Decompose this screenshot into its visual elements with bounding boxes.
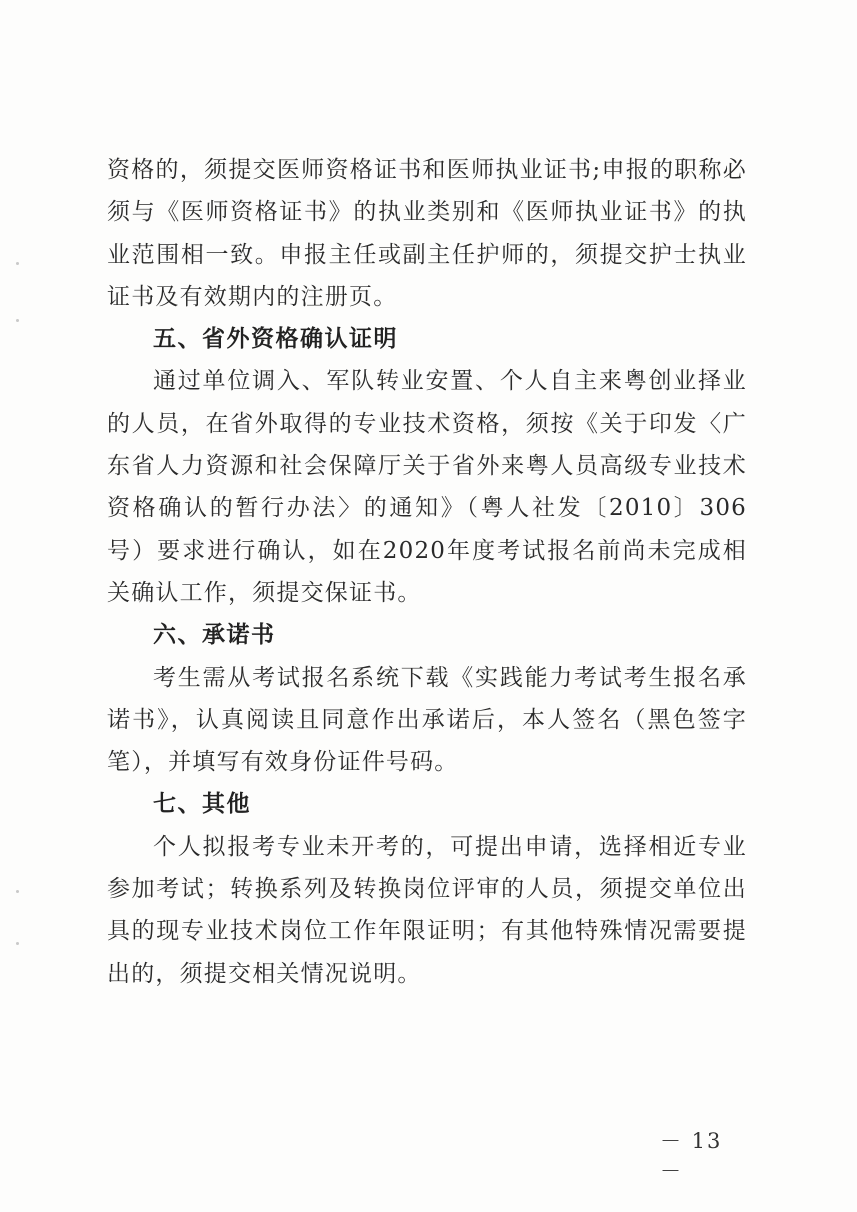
binding-hole-mark xyxy=(16,262,19,265)
section-body-6: 考生需从考试报名系统下载《实践能力考试考生报名承诺书》，认真阅读且同意作出承诺后，本人签名（黑色签字笔），并填写有效身份证件号码。 xyxy=(107,664,747,776)
section-body-5: 通过单位调入、军队转业安置、个人自主来粤创业择业的人员，在省外取得的专业技术资格，须按《关于印发〈广东省人力资源和社会保障厅关于省外来粤人员高级专业技术资格确认的暂行办法〉的通知》（粤人社发〔2010〕306号）要求进行确认，如在2020年度考试报名前尚未完成相关确认工作，须提交保证书。 xyxy=(107,368,747,606)
section-heading-7: 七、其他 xyxy=(153,791,251,818)
binding-hole-mark xyxy=(16,942,19,945)
binding-hole-mark xyxy=(16,319,19,322)
binding-hole-mark xyxy=(16,890,19,893)
section-heading-6: 六、承诺书 xyxy=(153,622,276,649)
continued-paragraph: 资格的，须提交医师资格证书和医师执业证书;申报的职称必须与《医师资格证书》的执业类别和《医师执业证书》的执业范围相一致。申报主任或副主任护师的，须提交护士执业证书及有效期内的注册页。 xyxy=(107,157,747,310)
section-body-7: 个人拟报考专业未开考的，可提出申请，选择相近专业参加考试；转换系列及转换岗位评审的人员，须提交单位出具的现专业技术岗位工作年限证明；有其他特殊情况需要提出的，须提交相关情况说明。 xyxy=(107,833,747,987)
section-heading-5: 五、省外资格确认证明 xyxy=(153,326,398,353)
document-body xyxy=(107,149,747,995)
page-number: － 13 － xyxy=(660,1129,723,1183)
